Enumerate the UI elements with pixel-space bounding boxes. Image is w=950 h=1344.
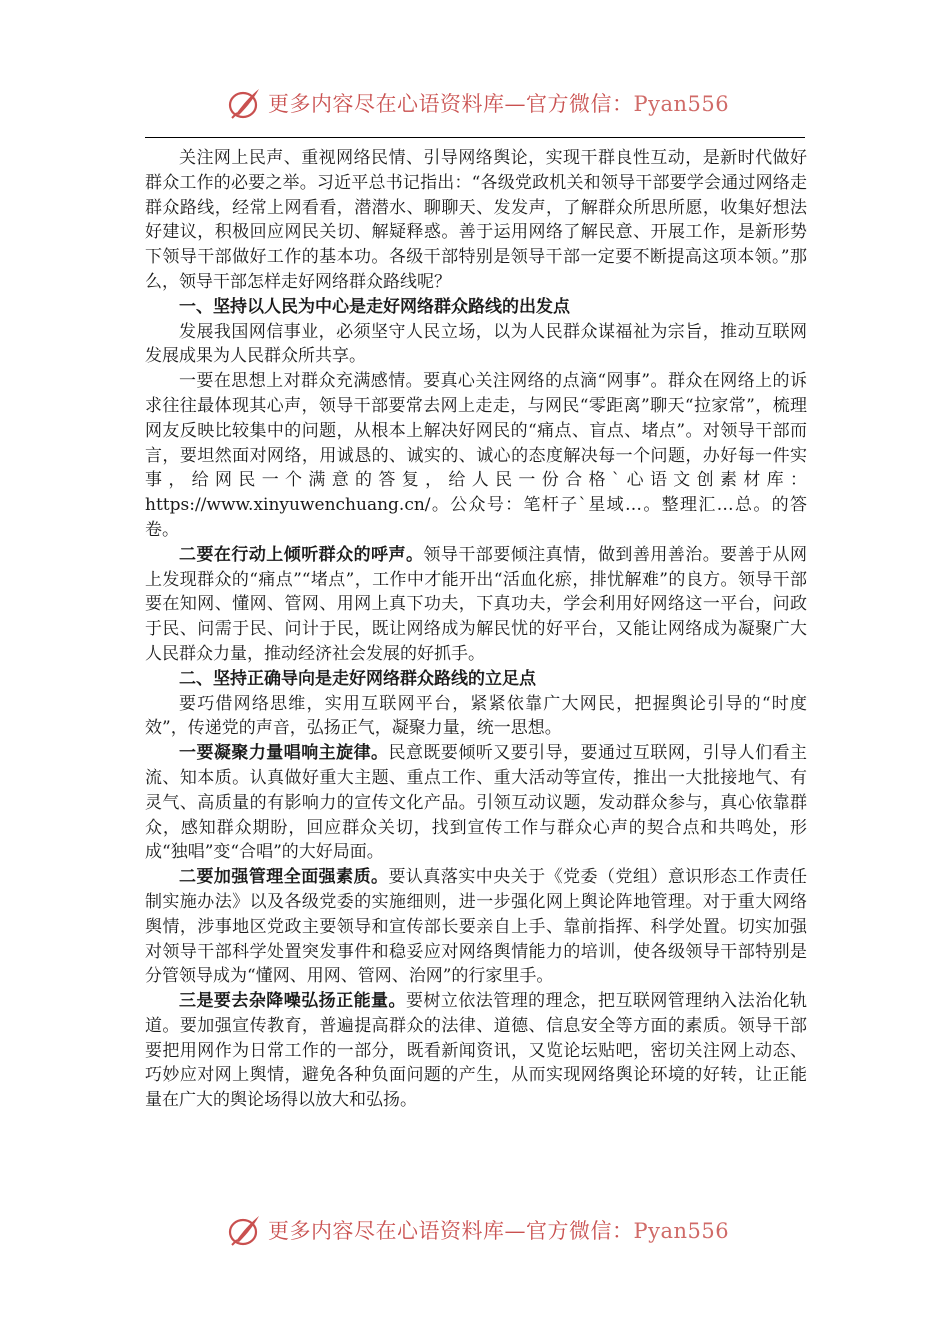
paragraph-lead: 一要凝聚力量唱响主旋律。 — [179, 743, 389, 764]
paragraph-text: 民意既要倾听又要引导，要通过互联网，引导人们看主流、知本质。认真做好重大主题、重点工作、重大活动等宣传，推出一大批接地气、有灵气、高质量的有影响力的宣传文化产品。引领互动议题，发动群众参与，真心依靠群众，感知群众期盼，回应群众关切，找到宣传工作与群众心声的契合点和共鸣处，形成“独唱”变“合唱”的大好局面。 — [145, 743, 808, 863]
banner-prefix: 更多内容尽在心语资料库—官方微信： — [268, 92, 634, 116]
paragraph: 发展我国网信事业，必须坚守人民立场，以为人民群众谋福祉为宗旨，推动互联网发展成果为人民群众所共享。 — [145, 321, 807, 367]
banner-wechat-id: Pyan556 — [633, 1219, 730, 1243]
paragraph-lead: 三是要去杂降噪弘扬正能量。 — [179, 991, 406, 1012]
quill-logo-icon — [228, 1213, 262, 1247]
paragraph: 一要在思想上对群众充满感情。要真心关注网络的点滴“网事”。群众在网络上的诉求往往最体现其心声，领导干部要常去网上走走，与网民“零距离”聊天“拉家常”，梳理网友反映比较集中的问题，从根本上解决好网民的“痛点、盲点、堵点”。对领导干部而言，要坦然面对网络，用诚恳的、诚实的、诚心的态度解决每一个问题，办好每一件实事，给网民一个满意的答复，给人民一份合格`心语文创素材库：https://www.xinyuwenchuang.cn/。公众号：笔杆子`星域…。整理汇…总。的答卷。 — [145, 371, 807, 540]
banner-wechat-id: Pyan556 — [633, 92, 730, 116]
paragraph — [145, 865, 807, 989]
quill-logo-icon — [228, 86, 262, 120]
header-banner — [0, 82, 950, 122]
header-divider — [145, 137, 805, 138]
paragraph-text: 领导干部要倾注真情，做到善用善治。要善于从网上发现群众的“痛点”“堵点”，工作中才能开出“活血化瘀，排忧解难”的良方。领导干部要在知网、懂网、管网、用网上真下功夫，下真功夫，学会利用好网络这一平台，问政于民、问需于民、问计于民，既让网络成为解民忧的好平台，又能让网络成为凝聚广大人民群众力量，推动经济社会发展的好抓手。 — [145, 544, 808, 664]
section-heading: 一、坚持以人民为中心是走好网络群众路线的出发点 — [179, 296, 570, 317]
article-body — [145, 146, 807, 1113]
paragraph-text: 要认真落实中央关于《党委（党组）意识形态工作责任制实施办法》以及各级党委的实施细则，进一步强化网上舆论阵地管理。对于重大网络舆情，涉事地区党政主要领导和宣传部长要亲自上手、靠前指挥、科学处置。切实加强对领导干部科学处置突发事件和稳妥应对网络舆情能力的培训，使各级领导干部特别是分管领导成为“懂网、用网、管网、治网”的行家里手。 — [145, 867, 808, 987]
paragraph-lead: 二要在行动上倾听群众的呼声。 — [179, 544, 424, 565]
paragraph-lead: 二要加强管理全面强素质。 — [179, 867, 389, 888]
banner-prefix: 更多内容尽在心语资料库—官方微信： — [268, 1219, 634, 1243]
footer-banner — [0, 1209, 950, 1249]
paragraph — [145, 989, 807, 1113]
paragraph — [145, 543, 807, 667]
banner-text — [268, 88, 729, 118]
banner-text — [268, 1215, 729, 1245]
paragraph: 要巧借网络思维，实用互联网平台，紧紧依靠广大网民，把握舆论引导的“时度效”，传递党的声音，弘扬正气，凝聚力量，统一思想。 — [145, 693, 807, 739]
paragraph-text: 要树立依法管理的理念，把互联网管理纳入法治化轨道。要加强宣传教育，普遍提高群众的法律、道德、信息安全等方面的素质。领导干部要把用网作为日常工作的一部分，既看新闻资讯，又览论坛贴吧，密切关注网上动态、巧妙应对网上舆情，避免各种负面问题的产生，从而实现网络舆论环境的好转，让正能量在广大的舆论场得以放大和弘扬。 — [145, 991, 808, 1111]
paragraph — [145, 741, 807, 865]
paragraph: 关注网上民声、重视网络民情、引导网络舆论，实现干群良性互动，是新时代做好群众工作的必要之举。习近平总书记指出：“各级党政机关和领导干部要学会通过网络走群众路线，经常上网看看，潜潜水、聊聊天、发发声，了解群众所思所愿，收集好想法好建议，积极回应网民关切、解疑释惑。善于运用网络了解民意、开展工作，是新形势下领导干部做好工作的基本功。各级干部特别是领导干部一定要不断提高这项本领。”那么，领导干部怎样走好网络群众路线呢？ — [145, 148, 807, 292]
section-heading: 二、坚持正确导向是走好网络群众路线的立足点 — [179, 668, 536, 689]
